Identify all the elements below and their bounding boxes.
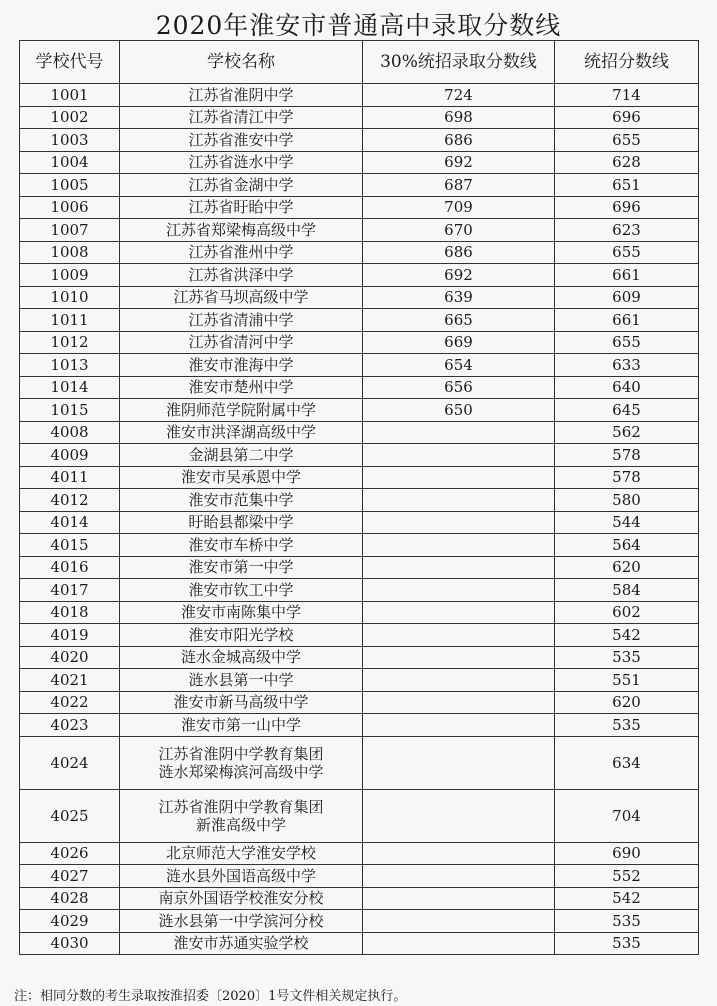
table-row — [20, 714, 699, 737]
school-code-cell: 1006 — [20, 196, 120, 219]
school-code-cell: 1008 — [20, 241, 120, 264]
school-code-cell: 1005 — [20, 174, 120, 197]
unified-score-cell: 564 — [555, 534, 699, 557]
table-row — [20, 646, 699, 669]
school-name-cell — [120, 887, 363, 910]
score-table — [19, 40, 699, 955]
school-code-cell: 1013 — [20, 354, 120, 377]
school-name-cell — [120, 376, 363, 399]
table-row — [20, 196, 699, 219]
school-name-cell — [120, 511, 363, 534]
unified-score-cell: 661 — [555, 309, 699, 332]
school-name-line: 北京师范大学淮安学校 — [165, 844, 316, 863]
school-name-cell — [120, 714, 363, 737]
school-name-cell — [120, 286, 363, 309]
quota30-score-cell: 650 — [363, 399, 555, 422]
school-code-cell: 4030 — [20, 932, 120, 955]
table-row — [20, 736, 699, 789]
school-name-cell — [120, 466, 363, 489]
school-name-cell — [120, 84, 363, 107]
unified-score-cell: 535 — [555, 910, 699, 933]
school-code-cell: 4008 — [20, 421, 120, 444]
school-name-cell — [120, 331, 363, 354]
table-row — [20, 534, 699, 557]
quota30-score-cell — [363, 714, 555, 737]
school-name-line: 淮安市南陈集中学 — [180, 603, 301, 622]
school-code-cell: 4014 — [20, 511, 120, 534]
unified-score-cell: 609 — [555, 286, 699, 309]
quota30-score-cell: 692 — [363, 264, 555, 287]
table-row — [20, 691, 699, 714]
school-name-cell — [120, 354, 363, 377]
school-code-cell: 4022 — [20, 691, 120, 714]
school-name-cell — [120, 151, 363, 174]
unified-score-cell: 552 — [555, 865, 699, 888]
school-code-cell: 1003 — [20, 129, 120, 152]
school-name-line: 盱眙县都梁中学 — [188, 513, 294, 532]
unified-score-cell: 578 — [555, 444, 699, 467]
table-row — [20, 129, 699, 152]
school-name-cell — [120, 646, 363, 669]
school-name-cell — [120, 789, 363, 842]
unified-score-cell: 620 — [555, 556, 699, 579]
school-name-cell — [120, 534, 363, 557]
quota30-score-cell — [363, 842, 555, 865]
unified-score-cell: 542 — [555, 887, 699, 910]
school-code-cell: 1004 — [20, 151, 120, 174]
school-code-cell: 4027 — [20, 865, 120, 888]
unified-score-cell: 634 — [555, 736, 699, 789]
school-name-line: 江苏省淮阴中学 — [188, 85, 294, 104]
school-name-cell — [120, 219, 363, 242]
quota30-score-cell — [363, 624, 555, 647]
quota30-score-cell: 656 — [363, 376, 555, 399]
quota30-score-cell — [363, 534, 555, 557]
school-code-cell: 1014 — [20, 376, 120, 399]
school-name-line: 江苏省清河中学 — [188, 333, 294, 352]
unified-score-cell: 620 — [555, 691, 699, 714]
table-row — [20, 174, 699, 197]
school-code-cell: 4011 — [20, 466, 120, 489]
header-school-name: 学校名称 — [120, 41, 363, 84]
school-name-cell — [120, 309, 363, 332]
school-code-cell: 1001 — [20, 84, 120, 107]
school-code-cell: 4024 — [20, 736, 120, 789]
school-code-cell: 4021 — [20, 669, 120, 692]
school-name-line: 江苏省淮安中学 — [188, 130, 294, 149]
school-name-cell — [120, 174, 363, 197]
table-row — [20, 556, 699, 579]
school-code-cell: 1011 — [20, 309, 120, 332]
unified-score-cell: 578 — [555, 466, 699, 489]
school-name-cell — [120, 932, 363, 955]
unified-score-cell: 714 — [555, 84, 699, 107]
school-name-cell — [120, 842, 363, 865]
school-code-cell: 4017 — [20, 579, 120, 602]
school-name-line: 淮安市新马高级中学 — [173, 693, 309, 712]
school-name-line: 涟水县外国语高级中学 — [165, 866, 316, 885]
school-name-line: 南京外国语学校淮安分校 — [158, 889, 324, 908]
unified-score-cell: 535 — [555, 646, 699, 669]
quota30-score-cell: 665 — [363, 309, 555, 332]
table-row — [20, 376, 699, 399]
unified-score-cell: 640 — [555, 376, 699, 399]
school-name-line: 涟水郑梁梅滨河高级中学 — [158, 762, 324, 781]
school-name-cell — [120, 579, 363, 602]
table-row — [20, 331, 699, 354]
school-name-line: 江苏省涟水中学 — [188, 153, 294, 172]
unified-score-cell: 655 — [555, 129, 699, 152]
table-row — [20, 932, 699, 955]
school-code-cell: 4015 — [20, 534, 120, 557]
header-school-code: 学校代号 — [20, 41, 120, 84]
quota30-score-cell — [363, 489, 555, 512]
school-code-cell: 4028 — [20, 887, 120, 910]
unified-score-cell: 651 — [555, 174, 699, 197]
school-name-line: 淮安市第一山中学 — [180, 715, 301, 734]
table-row — [20, 444, 699, 467]
quota30-score-cell — [363, 421, 555, 444]
table-row — [20, 865, 699, 888]
table-row — [20, 399, 699, 422]
unified-score-cell: 655 — [555, 331, 699, 354]
unified-score-cell: 690 — [555, 842, 699, 865]
school-name-line: 淮安市淮海中学 — [188, 355, 294, 374]
school-name-cell — [120, 106, 363, 129]
unified-score-cell: 584 — [555, 579, 699, 602]
table-row — [20, 151, 699, 174]
quota30-score-cell: 669 — [363, 331, 555, 354]
school-name-line: 淮安市车桥中学 — [188, 535, 294, 554]
school-name-line: 江苏省金湖中学 — [188, 175, 294, 194]
school-code-cell: 1015 — [20, 399, 120, 422]
school-name-line: 江苏省郑梁梅高级中学 — [165, 220, 316, 239]
unified-score-cell: 696 — [555, 106, 699, 129]
school-name-line: 淮安市洪泽湖高级中学 — [165, 423, 316, 442]
school-name-line: 江苏省盱眙中学 — [188, 198, 294, 217]
table-row — [20, 309, 699, 332]
header-unified-score: 统招分数线 — [555, 41, 699, 84]
table-row — [20, 489, 699, 512]
school-code-cell: 1009 — [20, 264, 120, 287]
unified-score-cell: 602 — [555, 601, 699, 624]
table-row — [20, 106, 699, 129]
school-name-line: 金湖县第二中学 — [188, 445, 294, 464]
school-name-cell — [120, 196, 363, 219]
unified-score-cell: 623 — [555, 219, 699, 242]
quota30-score-cell: 686 — [363, 241, 555, 264]
header-quota30-score: 30%统招录取分数线 — [363, 41, 555, 84]
quota30-score-cell — [363, 932, 555, 955]
unified-score-cell: 655 — [555, 241, 699, 264]
school-name-cell — [120, 241, 363, 264]
quota30-score-cell: 670 — [363, 219, 555, 242]
school-name-line: 淮安市钦工中学 — [188, 580, 294, 599]
school-name-line: 涟水金城高级中学 — [180, 648, 301, 667]
school-name-cell — [120, 691, 363, 714]
school-name-line: 淮阴师范学院附属中学 — [165, 400, 316, 419]
school-name-line: 淮安市吴承恩中学 — [180, 468, 301, 487]
school-code-cell: 4025 — [20, 789, 120, 842]
school-name-line: 涟水县第一中学滨河分校 — [158, 911, 324, 930]
quota30-score-cell — [363, 736, 555, 789]
quota30-score-cell: 639 — [363, 286, 555, 309]
document-title: 2020年淮安市普通高中录取分数线 — [155, 11, 562, 40]
table-row — [20, 511, 699, 534]
unified-score-cell: 542 — [555, 624, 699, 647]
quota30-score-cell — [363, 466, 555, 489]
school-name-cell — [120, 736, 363, 789]
school-code-cell: 4019 — [20, 624, 120, 647]
quota30-score-cell — [363, 511, 555, 534]
quota30-score-cell: 692 — [363, 151, 555, 174]
quota30-score-cell — [363, 601, 555, 624]
school-name-line: 淮安市苏通实验学校 — [173, 934, 309, 953]
quota30-score-cell: 687 — [363, 174, 555, 197]
unified-score-cell: 633 — [555, 354, 699, 377]
school-name-line: 江苏省淮阴中学教育集团 — [158, 744, 324, 763]
table-row — [20, 264, 699, 287]
school-name-line: 江苏省淮阴中学教育集团 — [158, 797, 324, 816]
table-body — [20, 84, 699, 955]
table-row — [20, 466, 699, 489]
school-code-cell: 4020 — [20, 646, 120, 669]
quota30-score-cell — [363, 910, 555, 933]
school-name-cell — [120, 421, 363, 444]
quota30-score-cell — [363, 556, 555, 579]
school-code-cell: 4023 — [20, 714, 120, 737]
table-row — [20, 241, 699, 264]
school-code-cell: 4018 — [20, 601, 120, 624]
school-name-line: 新淮高级中学 — [195, 815, 286, 834]
quota30-score-cell: 709 — [363, 196, 555, 219]
school-name-cell — [120, 399, 363, 422]
school-code-cell: 4012 — [20, 489, 120, 512]
school-name-line: 涟水县第一中学 — [188, 670, 294, 689]
quota30-score-cell — [363, 669, 555, 692]
quota30-score-cell: 654 — [363, 354, 555, 377]
quota30-score-cell: 698 — [363, 106, 555, 129]
table-row — [20, 421, 699, 444]
school-name-cell — [120, 444, 363, 467]
table-row — [20, 789, 699, 842]
school-name-line: 江苏省清江中学 — [188, 108, 294, 127]
school-name-line: 江苏省马坝高级中学 — [173, 288, 309, 307]
table-header-row — [20, 41, 699, 84]
quota30-score-cell: 686 — [363, 129, 555, 152]
school-name-cell — [120, 129, 363, 152]
unified-score-cell: 562 — [555, 421, 699, 444]
quota30-score-cell: 724 — [363, 84, 555, 107]
table-row — [20, 601, 699, 624]
table-row — [20, 84, 699, 107]
school-name-cell — [120, 910, 363, 933]
footnote: 注：相同分数的考生录取按淮招委〔2020〕1号文件相关规定执行。 — [14, 989, 407, 1004]
unified-score-cell: 580 — [555, 489, 699, 512]
table-row — [20, 910, 699, 933]
school-code-cell: 4026 — [20, 842, 120, 865]
quota30-score-cell — [363, 865, 555, 888]
school-name-line: 淮安市阳光学校 — [188, 625, 294, 644]
school-code-cell: 4029 — [20, 910, 120, 933]
school-name-line: 淮安市范集中学 — [188, 490, 294, 509]
quota30-score-cell — [363, 579, 555, 602]
school-name-cell — [120, 556, 363, 579]
school-name-line: 淮安市第一中学 — [188, 558, 294, 577]
table-row — [20, 669, 699, 692]
school-name-cell — [120, 624, 363, 647]
unified-score-cell: 704 — [555, 789, 699, 842]
school-code-cell: 4016 — [20, 556, 120, 579]
school-name-line: 江苏省淮州中学 — [188, 243, 294, 262]
school-name-cell — [120, 264, 363, 287]
table-row — [20, 842, 699, 865]
unified-score-cell: 544 — [555, 511, 699, 534]
school-name-line: 淮安市楚州中学 — [188, 378, 294, 397]
school-name-cell — [120, 489, 363, 512]
school-name-line: 江苏省清浦中学 — [188, 310, 294, 329]
unified-score-cell: 551 — [555, 669, 699, 692]
table-row — [20, 219, 699, 242]
unified-score-cell: 645 — [555, 399, 699, 422]
table-row — [20, 286, 699, 309]
unified-score-cell: 661 — [555, 264, 699, 287]
school-name-line: 江苏省洪泽中学 — [188, 265, 294, 284]
unified-score-cell: 535 — [555, 714, 699, 737]
school-name-cell — [120, 601, 363, 624]
quota30-score-cell — [363, 789, 555, 842]
school-code-cell: 1002 — [20, 106, 120, 129]
school-code-cell: 1012 — [20, 331, 120, 354]
quota30-score-cell — [363, 444, 555, 467]
quota30-score-cell — [363, 691, 555, 714]
unified-score-cell: 696 — [555, 196, 699, 219]
table-row — [20, 354, 699, 377]
school-code-cell: 4009 — [20, 444, 120, 467]
unified-score-cell: 535 — [555, 932, 699, 955]
school-name-cell — [120, 669, 363, 692]
school-code-cell: 1010 — [20, 286, 120, 309]
quota30-score-cell — [363, 887, 555, 910]
school-name-cell — [120, 865, 363, 888]
table-row — [20, 579, 699, 602]
school-code-cell: 1007 — [20, 219, 120, 242]
unified-score-cell: 628 — [555, 151, 699, 174]
table-row — [20, 887, 699, 910]
quota30-score-cell — [363, 646, 555, 669]
table-row — [20, 624, 699, 647]
